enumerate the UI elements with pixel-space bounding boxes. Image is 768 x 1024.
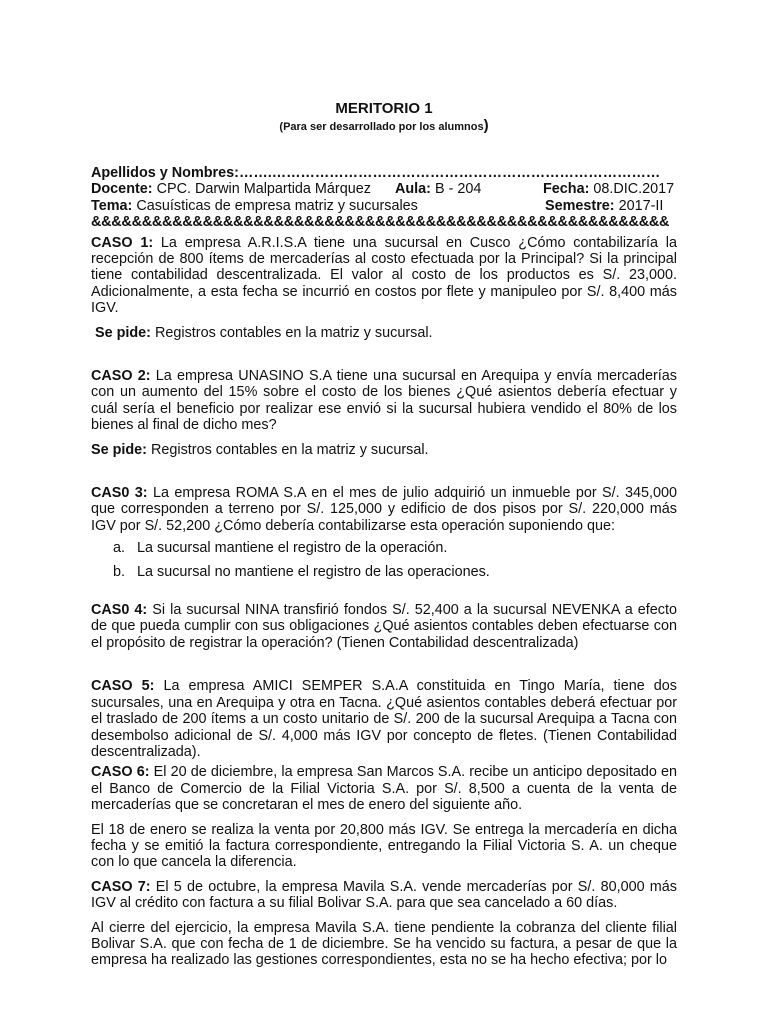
docente-field bbox=[91, 181, 371, 197]
list-marker: a. bbox=[113, 540, 126, 557]
semestre-value: 2017-II bbox=[614, 197, 664, 214]
tema-row bbox=[91, 198, 677, 214]
caso3-paragraph bbox=[91, 485, 677, 534]
list-item bbox=[91, 564, 677, 580]
caso1-text: La empresa A.R.I.S.A tiene una sucursal en Cusco ¿Cómo contabilizaría la recepción de 800 ítems de mercaderías al costo efectuada por la Principal? Si la principal tiene contabilidad descentralizada. El valor al costo de los productos es S/. 23,000. Adicionalmente, a esta fecha se incurrió en costos por flete y manipuleo por S/. 8,400 más IGV. bbox=[91, 234, 677, 317]
docente-label: Docente: bbox=[91, 181, 153, 198]
caso4-paragraph bbox=[91, 602, 677, 651]
caso2-pide bbox=[91, 442, 677, 458]
caso1-pide bbox=[91, 325, 677, 341]
caso7-label: CASO 7: bbox=[91, 878, 151, 895]
docente-row bbox=[91, 181, 677, 197]
name-row bbox=[91, 165, 677, 181]
list-item-text: La sucursal mantiene el registro de la operación. bbox=[137, 540, 448, 557]
caso5-label: CASO 5: bbox=[91, 678, 155, 695]
caso6-paragraph bbox=[91, 764, 677, 813]
caso7-paragraph bbox=[91, 879, 677, 912]
tema-field bbox=[91, 198, 418, 214]
document-subtitle bbox=[91, 118, 677, 135]
caso1-paragraph bbox=[91, 235, 677, 317]
fecha-label: Fecha: bbox=[543, 181, 590, 198]
semestre-field bbox=[545, 198, 663, 214]
aula-label: Aula: bbox=[395, 181, 431, 198]
document-title: MERITORIO 1 bbox=[335, 100, 433, 117]
fecha-value: 08.DIC.2017 bbox=[589, 181, 675, 198]
caso3-label: CAS0 3: bbox=[91, 485, 148, 502]
caso6-text: El 20 de diciembre, la empresa San Marcos S.A. recibe un anticipo depositado en el Banco de Comercio de la Filial Victoria S.A. por S/. 8,500 a cuenta de la venta de mercaderías que se concretaran el mes de enero del siguiente año. bbox=[91, 764, 677, 814]
tema-value: Casuísticas de empresa matriz y sucursales bbox=[132, 197, 418, 214]
caso6-paragraph-2: El 18 de enero se realiza la venta por 20,800 más IGV. Se entrega la mercadería en dicha fecha y se emitió la factura correspondiente, entregando la Filial Victoria S. A. un cheque con lo que cancela la diferencia. bbox=[91, 821, 677, 871]
caso2-text: La empresa UNASINO S.A tiene una sucursal en Arequipa y envía mercaderías con un aumento del 15% sobre el costo de los bienes ¿Qué asientos debería efectuar y cuál sería el beneficio por realizar ese envió si la sucursal hubiera vendido el 80% de los bienes al final de dicho mes? bbox=[91, 368, 677, 434]
caso4-label: CAS0 4: bbox=[91, 602, 148, 619]
caso6-label: CASO 6: bbox=[91, 764, 150, 781]
aula-value: B - 204 bbox=[430, 181, 482, 198]
caso2-pide-label: Se pide: bbox=[91, 441, 147, 458]
caso1-pide-label: Se pide: bbox=[95, 324, 151, 341]
caso2-label: CASO 2: bbox=[91, 368, 151, 384]
fecha-field bbox=[543, 181, 674, 197]
caso4-text: Si la sucursal NINA transfirió fondos S/. 52,400 a la sucursal NEVENKA a efecto de que pueda cumplir con sus obligaciones ¿Qué asientos contables deben efectuarse con el propósito de registrar la operación? (Tienen Contabilidad descentralizada) bbox=[91, 602, 677, 651]
subtitle-close-paren: ) bbox=[483, 117, 489, 134]
caso2-pide-text: Registros contables en la matriz y sucursal. bbox=[146, 441, 429, 458]
caso3-list bbox=[91, 540, 677, 580]
caso2-paragraph bbox=[91, 368, 677, 434]
name-dots: …….……………………………………………………………………… bbox=[238, 165, 661, 181]
name-label: Apellidos y Nombres: bbox=[91, 165, 239, 181]
tema-label: Tema: bbox=[91, 197, 133, 214]
docente-value: CPC. Darwin Malpartida Márquez bbox=[152, 181, 371, 198]
subtitle-text: (Para ser desarrollado por los alumnos bbox=[279, 121, 484, 133]
header-block bbox=[91, 165, 677, 231]
caso1-label: CASO 1: bbox=[91, 234, 154, 251]
caso5-text: La empresa AMICI SEMPER S.A.A constituida en Tingo María, tiene dos sucursales, una en Arequipa y otra en Tacna. ¿Qué asientos contables deberá efectuar por el traslado de 200 ítems a un costo unitario de S/. 200 de la sucursal Arequipa a Tacna con desembolso adicional de S/. 4,000 más IGV por concepto de fletes. (Tienen Contabilidad descentralizada). bbox=[91, 678, 678, 760]
list-item-text: La sucursal no mantiene el registro de las operaciones. bbox=[137, 563, 490, 580]
aula-field bbox=[395, 181, 481, 197]
caso7-text: El 5 de octubre, la empresa Mavila S.A. vende mercaderías por S/. 80,000 más IGV al crédito con factura a su filial Bolivar S.A. para que sea cancelado a 60 días. bbox=[91, 878, 677, 912]
caso5-paragraph bbox=[91, 678, 677, 760]
semestre-label: Semestre: bbox=[545, 197, 615, 214]
caso3-text: La empresa ROMA S.A en el mes de julio adquirió un inmueble por S/. 345,000 que corresponden a terreno por S/. 125,000 y edificio de dos pisos por S/. 220,000 más IGV por S/. 52,200 ¿Cómo debería contabilizarse esta operación suponiendo que: bbox=[91, 485, 677, 534]
list-marker: b. bbox=[113, 563, 126, 580]
ampersand-separator: &&&&&&&&&&&&&&&&&&&&&&&&&&&&&&&&&&&&&&&&&&&&&&&&&&&&&&&&& bbox=[91, 214, 670, 231]
caso7-paragraph-2: Al cierre del ejercicio, la empresa Mavila S.A. tiene pendiente la cobranza del cliente filial Bolivar S.A. que con fecha de 1 de diciembre. Se ha vencido su factura, a pesar de que la empresa ha realizado las gestiones correspondientes, esta no se ha hecho efectiva; por lo bbox=[91, 919, 677, 969]
document-page bbox=[91, 100, 677, 969]
list-item bbox=[91, 540, 677, 556]
caso1-pide-text: Registros contables en la matriz y sucursal. bbox=[150, 324, 433, 341]
